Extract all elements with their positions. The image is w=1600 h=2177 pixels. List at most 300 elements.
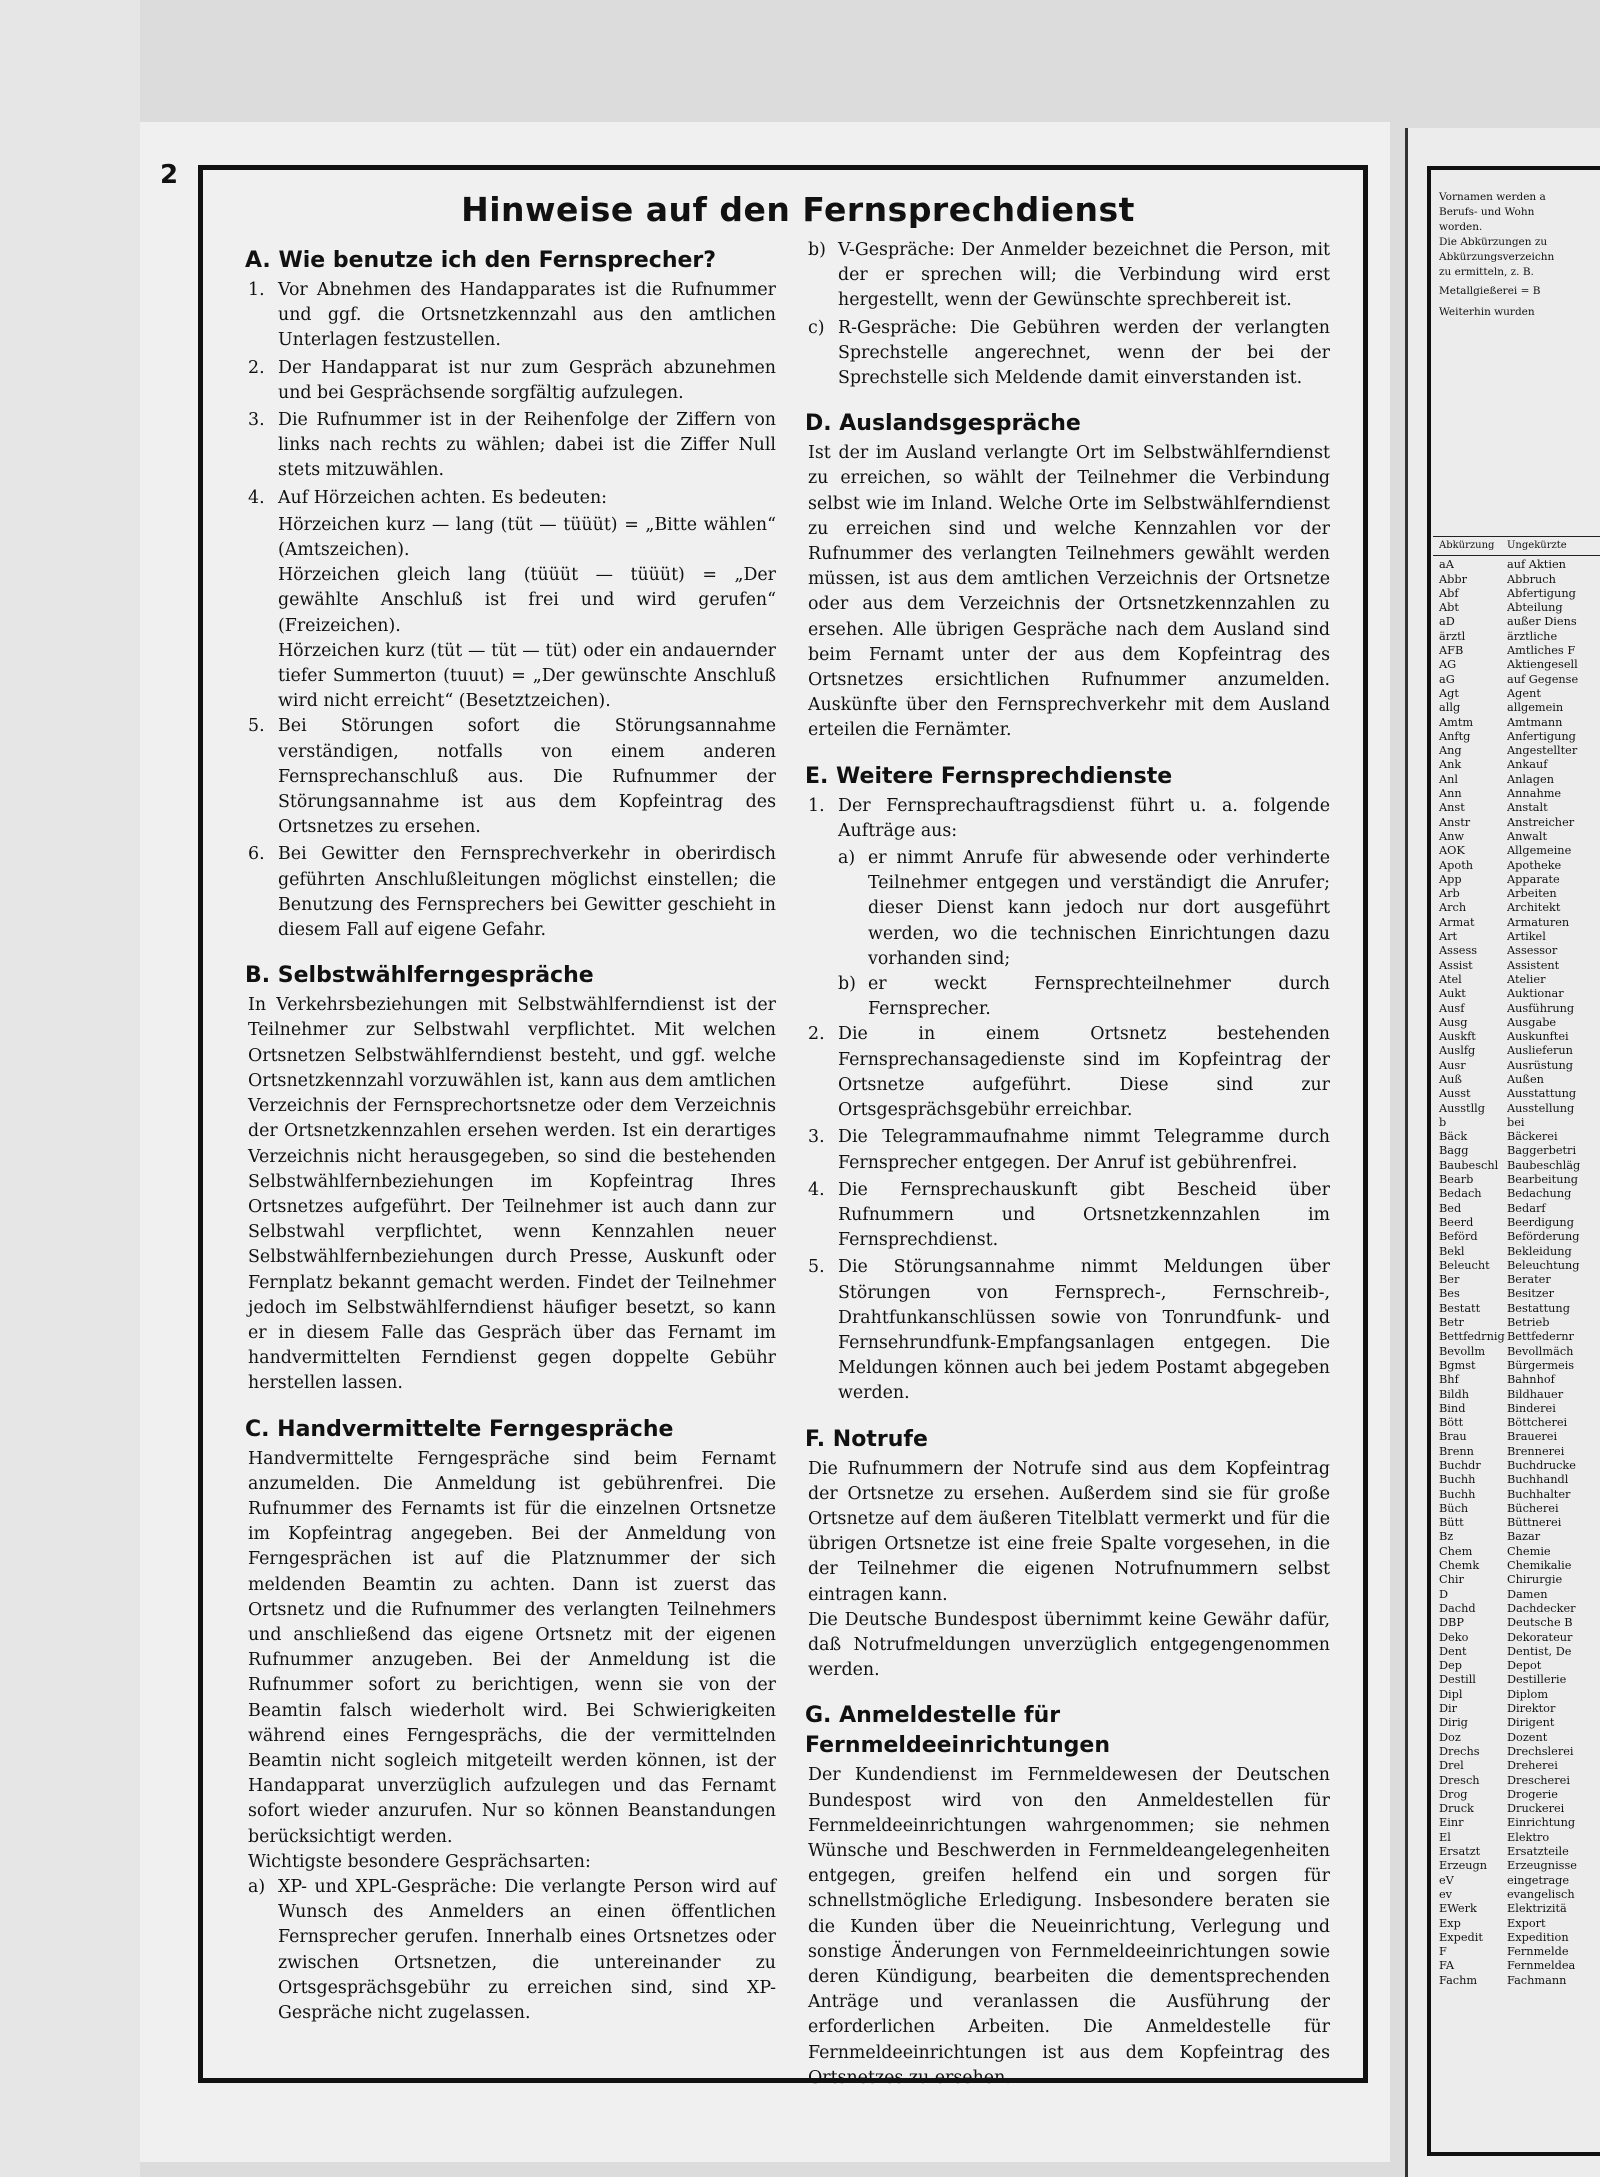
expansion-cell: Apotheke (1507, 858, 1562, 872)
abbreviation-cell: Bz (1439, 1530, 1454, 1544)
table-row (1433, 1917, 1600, 1931)
table-row (1433, 1559, 1600, 1573)
table-row (1433, 587, 1600, 601)
table-row (1433, 859, 1600, 873)
abbreviation-cell: Ber (1439, 1273, 1460, 1287)
abbreviation-table (1433, 536, 1600, 1988)
table-row (1433, 1974, 1600, 1988)
expansion-cell: Auslieferun (1507, 1044, 1573, 1058)
item-text: Die Telegrammaufnahme nimmt Telegramme durch Fernsprecher entgegen. Der Anruf ist gebührenfrei. (838, 1127, 1330, 1173)
tone-description: Hörzeichen kurz (tüt — tüt — tüt) oder ein andauernder tiefer Summerton (tuuut) = „Der gewünschte Anschluß wird nicht erreicht“ (Besetztzeichen). (278, 640, 776, 712)
abbreviation-cell: Abbr (1439, 572, 1468, 586)
abbreviation-cell: Assess (1439, 944, 1478, 958)
item-text: Auf Hörzeichen achten. Es bedeuten: (278, 487, 608, 508)
list-item (808, 794, 1330, 844)
abbreviation-cell: Chem (1439, 1544, 1473, 1558)
abbreviation-cell: Atel (1439, 972, 1462, 986)
table-row (1433, 1230, 1600, 1244)
expansion-cell: Anfertigung (1507, 729, 1576, 743)
expansion-cell: Elektrizitä (1507, 1902, 1567, 1916)
table-row (1433, 1173, 1600, 1187)
expansion-cell: Böttcherei (1507, 1416, 1568, 1430)
table-row (1433, 1902, 1600, 1916)
abbreviation-cell: Buchh (1439, 1473, 1476, 1487)
expansion-cell: Direktor (1507, 1702, 1556, 1716)
section-c-kinds-label: Wichtigste besondere Gesprächsarten: (248, 1851, 591, 1872)
abbreviation-cell: Ann (1439, 787, 1462, 801)
abbreviation-cell: Ausst (1439, 1087, 1471, 1101)
intro-line: worden. (1439, 221, 1483, 233)
table-row (1433, 1616, 1600, 1630)
table-row (1433, 1488, 1600, 1502)
expansion-cell: Diplom (1507, 1687, 1549, 1701)
page-title: Hinweise auf den Fernsprechdienst (461, 190, 1135, 229)
table-row (1433, 930, 1600, 944)
list-item (248, 356, 776, 406)
expansion-cell: Bedachung (1507, 1187, 1572, 1201)
abbreviation-cell: Bildh (1439, 1387, 1470, 1401)
abbreviation-cell: Aukt (1439, 987, 1466, 1001)
item-number: 5. (808, 1257, 825, 1278)
item-number: b) (808, 240, 826, 260)
item-text: R-Gespräche: Die Gebühren werden der verlangten Sprechstelle angerechnet, wenn der bei der Sprechstelle sich Meldende damit einverstanden ist. (838, 317, 1330, 389)
expansion-cell: Anlagen (1507, 772, 1554, 786)
item-number: 2. (808, 1024, 825, 1045)
abbreviation-cell: Bött (1439, 1416, 1464, 1430)
abbreviation-cell: Beerd (1439, 1215, 1474, 1229)
item-number: 4. (248, 487, 265, 508)
expansion-cell: Abfertigung (1507, 586, 1576, 600)
expansion-cell: Destillerie (1507, 1673, 1567, 1687)
expansion-cell: Auskunftei (1507, 1030, 1569, 1044)
abbreviation-cell: Druck (1439, 1802, 1474, 1816)
abbreviation-cell: App (1439, 872, 1462, 886)
item-text: Vor Abnehmen des Handapparates ist die Rufnummer und ggf. die Ortsnetzkennzahl aus den amtlichen Unterlagen festzustellen. (278, 280, 776, 351)
abbreviation-cell: allg (1439, 701, 1461, 715)
item-text: XP- und XPL-Gespräche: Die verlangte Person wird auf Wunsch des Anmelders an einen öffentlichen Fernsprecher gerufen. Innerhalb eines Ortsnetzes oder zwischen Ortsnetzen, die untereinander zu Ortsgesprächsgebühr zu erreichen sind, sind XP-Gespräche nicht zugelassen. (278, 1876, 776, 2023)
expansion-cell: Ausstellung (1507, 1101, 1575, 1115)
expansion-cell: Buchdrucke (1507, 1459, 1576, 1472)
table-row (1433, 1788, 1600, 1802)
item-text: Die Rufnummer ist in der Reihenfolge der Ziffern von links nach rechts zu wählen; dabei ist die Ziffer Null stets mitzuwählen. (278, 410, 776, 481)
table-row (1433, 1659, 1600, 1673)
table-row (1433, 1073, 1600, 1087)
table-row (1433, 1102, 1600, 1116)
expansion-cell: Druckerei (1507, 1802, 1565, 1816)
abbreviation-cell: aG (1439, 672, 1455, 686)
expansion-cell: Büttnerei (1507, 1516, 1562, 1530)
expansion-cell: Außen (1507, 1072, 1544, 1086)
abbreviation-cell: Abt (1439, 601, 1459, 615)
expansion-cell: Expedition (1507, 1930, 1569, 1944)
expansion-cell: Damen (1507, 1587, 1548, 1601)
abbreviation-cell: Bearb (1439, 1173, 1474, 1187)
abbreviation-cell: Bind (1439, 1401, 1466, 1415)
expansion-cell: Auktionar (1507, 987, 1564, 1001)
table-row (1433, 1245, 1600, 1259)
abbreviation-cell: Ausstllg (1439, 1101, 1486, 1115)
expansion-cell: auf Aktien (1507, 558, 1566, 572)
expansion-cell: Fachmann (1507, 1973, 1567, 1987)
table-row (1433, 1430, 1600, 1444)
list-item (808, 1022, 1330, 1123)
expansion-cell: außer Diens (1507, 615, 1577, 629)
abbreviation-cell: AFB (1439, 644, 1464, 658)
table-row (1433, 1273, 1600, 1287)
table-row (1433, 830, 1600, 844)
left-column (245, 240, 776, 2028)
expansion-cell: Buchhalter (1507, 1487, 1571, 1501)
abbreviation-cell: Ang (1439, 744, 1462, 758)
table-row (1433, 1330, 1600, 1344)
expansion-cell: Bäckerei (1507, 1130, 1558, 1144)
table-row (1433, 1002, 1600, 1016)
section-f-text-2: Die Deutsche Bundespost übernimmt keine Gewähr dafür, daß Notrufmeldungen unverzüglich entgegengenommen werden. (808, 1609, 1330, 1681)
expansion-cell: Bevollmäch (1507, 1344, 1574, 1358)
expansion-cell: Betrieb (1507, 1316, 1550, 1330)
abbreviation-cell: Destill (1439, 1673, 1476, 1687)
expansion-cell: auf Gegense (1507, 672, 1579, 686)
expansion-cell: Apparate (1507, 872, 1560, 886)
table-row (1433, 758, 1600, 772)
table-row (1433, 1216, 1600, 1230)
list-item (808, 1255, 1330, 1406)
abbreviation-cell: aA (1439, 558, 1454, 572)
table-row (1433, 1502, 1600, 1516)
expansion-cell: Bürgermeis (1507, 1358, 1575, 1372)
abbreviation-cell: DBP (1439, 1616, 1464, 1630)
list-item (248, 842, 776, 943)
abbreviation-cell: Ank (1439, 758, 1462, 772)
expansion-cell: eingetrage (1507, 1873, 1570, 1887)
table-row (1433, 1302, 1600, 1316)
item-number: 1. (808, 795, 825, 816)
abbreviation-cell: Dent (1439, 1644, 1467, 1658)
abbreviation-cell: Bhf (1439, 1373, 1459, 1387)
item-number: 3. (248, 410, 265, 431)
table-row (1433, 1759, 1600, 1773)
scan-background (0, 0, 140, 2177)
expansion-cell: Aktiengesell (1507, 658, 1578, 672)
abbreviation-cell: Anstr (1439, 815, 1471, 829)
table-row (1433, 1473, 1600, 1487)
table-row (1433, 944, 1600, 958)
expansion-cell: Armaturen (1507, 915, 1570, 929)
expansion-cell: Ausrüstung (1507, 1058, 1574, 1072)
item-number: a) (248, 1876, 266, 1897)
table-row (1433, 1116, 1600, 1130)
abbreviation-cell: Chir (1439, 1573, 1464, 1587)
table-row (1433, 1416, 1600, 1430)
expansion-cell: Bearbeitung (1507, 1173, 1578, 1187)
table-row (1433, 1545, 1600, 1559)
table-row (1433, 1287, 1600, 1301)
sub-list-item (808, 846, 1330, 972)
tone-description: Hörzeichen gleich lang (tüüüt — tüüüt) = „Der gewählte Anschluß ist frei und wird gerufen“ (Freizeichen). (278, 565, 776, 636)
table-row (1433, 1774, 1600, 1788)
item-number: 1. (248, 280, 265, 300)
abbreviation-cell: Arb (1439, 887, 1460, 901)
table-row (1433, 658, 1600, 672)
expansion-cell: Abteilung (1507, 601, 1563, 615)
section-b-text: In Verkehrsbeziehungen mit Selbstwählferndienst ist der Teilnehmer zur Selbstwahl verpflichtet. Mit welchen Ortsnetzen Selbstwählferndienst besteht, und ggf. welche Ortsnetzkennzahl vorzuwählen ist, kann aus dem amtlichen Verzeichnis der Fernsprechortsnetze oder dem Verzeichnis der Ortsnetzkennzahlen ersehen werden. Ist ein derartiges Verzeichnis nicht herausgegeben, so sind die bestehenden Selbstwählfernbeziehungen im Kopfeintrag Ihres Ortsnetzes aufgeführt. Der Teilnehmer ist auch dann zur Selbstwahl verpflichtet, wenn Kennzahlen neuer Selbstwählfernbeziehungen durch Presse, Auskunft oder Fernplatz bekannt gemacht werden. Findet der Teilnehmer jedoch im Selbstwählferndienst häufiger besetzt, so kann er in diesem Falle das Gespräch über das Fernamt im handvermittelten Ferndienst gegen doppelte Gebühr herstellen lassen. (248, 995, 776, 1394)
abbreviation-cell: Dep (1439, 1659, 1462, 1673)
abbreviation-cell: Bed (1439, 1201, 1462, 1215)
item-text: V-Gespräche: Der Anmelder bezeichnet die Person, mit der er sprechen will; die Verbindung wird erst hergestellt, wenn der Gewünschte sprechbereit ist. (838, 240, 1330, 311)
expansion-cell: Drescherei (1507, 1773, 1570, 1787)
table-row (1433, 1345, 1600, 1359)
table-row (1433, 987, 1600, 1001)
expansion-cell: allgemein (1507, 701, 1564, 715)
abbreviation-cell: Dir (1439, 1702, 1458, 1716)
expansion-cell: Atelier (1507, 972, 1546, 986)
abbreviation-cell: Exp (1439, 1916, 1461, 1930)
abbreviation-cell: Erzeugn (1439, 1859, 1488, 1873)
abbreviation-cell: Brau (1439, 1430, 1467, 1444)
table-row (1433, 687, 1600, 701)
table-row (1433, 630, 1600, 644)
table-row (1433, 1931, 1600, 1945)
abbreviation-cell: Abf (1439, 586, 1459, 600)
expansion-cell: Dreherei (1507, 1759, 1558, 1773)
abbreviation-cell: Armat (1439, 915, 1475, 929)
abbreviation-cell: Ausf (1439, 1001, 1465, 1015)
table-row (1433, 1445, 1600, 1459)
list-item (248, 408, 776, 484)
item-text: Die Störungsannahme nimmt Meldungen über Störungen von Fernsprech-, Fernschreib-, Drahtfunkanschlüssen sowie von Tonrundfunk- und Fernsehrundfunk-Empfangsanlagen entgegen. Die Meldungen können auch bei jedem Postamt abgegeben werden. (838, 1257, 1330, 1404)
table-row (1433, 1959, 1600, 1973)
abbreviation-cell: Chemk (1439, 1559, 1480, 1573)
expansion-cell: Anwalt (1507, 829, 1547, 843)
table-row (1433, 701, 1600, 715)
table-row (1433, 1816, 1600, 1830)
abbreviation-cell: Bgmst (1439, 1358, 1476, 1372)
item-text: er weckt Fernsprechteilnehmer durch Fernsprecher. (868, 974, 1330, 1020)
right-column (805, 238, 1330, 2091)
expansion-cell: Dozent (1507, 1730, 1548, 1744)
section-g-heading: G. Anmeldestelle für Fernmeldeeinrichtungen (805, 1703, 1111, 1759)
section-g-text: Der Kundendienst im Fernmeldewesen der Deutschen Bundespost wird von den Anmeldestellen für Fernmeldeeinrichtungen wahrgenommen; sie nehmen Wünsche und Beschwerden in Fernmeldeangelegenheiten entgegen, greifen helfend ein und sorgen für schnellstmögliche Erledigung. Insbesondere beraten sie die Kunden über die Neueinrichtung, Verlegung und sonstige Änderungen von Fernmeldeeinrichtungen sowie deren Kündigung, bearbeiten die dementsprechenden Anträge und veranlassen die Ausführung der erforderlichen Arbeiten. Die Anmeldestelle für Fernmeldeeinrichtungen ist aus dem Kopfeintrag des Ortsnetzes zu ersehen. (808, 1765, 1330, 2088)
column-header: Abkürzung (1439, 540, 1495, 551)
table-row (1433, 1673, 1600, 1687)
abbreviation-cell: Auslfg (1439, 1044, 1476, 1058)
abbreviation-cell: FA (1439, 1959, 1455, 1973)
abbreviation-cell: Buchdr (1439, 1459, 1481, 1472)
expansion-cell: Brennerei (1507, 1444, 1565, 1458)
abbreviation-cell: Fachm (1439, 1973, 1478, 1987)
item-text: Der Handapparat ist nur zum Gespräch abzunehmen und bei Gesprächsende sorgfältig aufzulegen. (278, 357, 776, 403)
table-row (1433, 1945, 1600, 1959)
expansion-cell: Beerdigung (1507, 1215, 1574, 1229)
table-row (1433, 1187, 1600, 1201)
intro-line: Vornamen werden a (1439, 191, 1546, 203)
table-row (1433, 1731, 1600, 1745)
expansion-cell: Chemikalie (1507, 1559, 1572, 1573)
expansion-cell: Assistent (1507, 958, 1560, 972)
table-row (1433, 1688, 1600, 1702)
table-row (1433, 973, 1600, 987)
expansion-cell: Depot (1507, 1659, 1542, 1673)
expansion-cell: ärztliche (1507, 629, 1558, 643)
item-text: er nimmt Anrufe für abwesende oder verhinderte Teilnehmer entgegen und verständigt die Anrufer; dieser Dienst kann jedoch nur dort ausgeführt werden, wo die technischen Einrichtungen dazu vorhanden sind; (868, 848, 1330, 969)
abbreviation-cell: Bütt (1439, 1516, 1464, 1530)
item-text: Die Fernsprechauskunft gibt Bescheid über Rufnummern und Ortsnetzkennzahlen im Fernsprechdienst. (838, 1179, 1330, 1251)
section-d-heading: D. Auslandsgespräche (805, 411, 1081, 437)
expansion-cell: Angestellter (1507, 744, 1578, 758)
table-row (1433, 1702, 1600, 1716)
abbreviation-cell: aD (1439, 615, 1455, 629)
table-row (1433, 615, 1600, 629)
section-a-heading: A. Wie benutze ich den Fernsprecher? (245, 248, 717, 273)
abbreviation-cell: AOK (1439, 844, 1465, 858)
item-text: Der Fernsprechauftragsdienst führt u. a. folgende Aufträge aus: (838, 795, 1330, 841)
abbreviation-cell: Arch (1439, 901, 1467, 915)
abbreviation-cell: Bes (1439, 1287, 1460, 1301)
column-header: Ungekürzte (1507, 540, 1567, 551)
table-row (1433, 730, 1600, 744)
expansion-cell: Binderei (1507, 1401, 1556, 1415)
abbreviation-cell: AG (1439, 658, 1457, 672)
expansion-cell: Arbeiten (1507, 887, 1557, 901)
list-item (248, 486, 776, 511)
abbreviation-cell: Expedit (1439, 1930, 1483, 1944)
abbreviation-cell: ev (1439, 1887, 1453, 1901)
item-text: Die in einem Ortsnetz bestehenden Fernsprechansagedienste sind im Kopfeintrag der Ortsnetze aufgeführt. Diese sind zur Ortsgesprächsgebühr erreichbar. (838, 1024, 1330, 1121)
abbreviation-cell: Dresch (1439, 1773, 1480, 1787)
section-c-heading: C. Handvermittelte Ferngespräche (245, 1416, 674, 1442)
table-row (1433, 1030, 1600, 1044)
expansion-cell: Drechslerei (1507, 1744, 1574, 1758)
expansion-cell: Anstreicher (1507, 815, 1575, 829)
expansion-cell: Ausgabe (1507, 1015, 1557, 1029)
table-row (1433, 1388, 1600, 1402)
abbreviation-intro (1439, 190, 1599, 320)
expansion-cell: Annahme (1507, 787, 1562, 801)
table-row (1433, 1087, 1600, 1101)
table-row (1433, 1802, 1600, 1816)
expansion-cell: Erzeugnisse (1507, 1859, 1577, 1873)
table-row (1433, 1202, 1600, 1216)
list-item (248, 714, 776, 840)
section-d-text: Ist der im Ausland verlangte Ort im Selbstwählferndienst zu erreichen, so wählt der Teilnehmer die Verbindung selbst wie im Inland. Welche Orte im Selbstwählferndienst zu erreichen sind und welche Kennzahlen vor der Rufnummer des verlangten Teilnehmers gewählt werden müssen, ist aus dem amtlichen Verzeichnis der Ortsnetze oder aus dem Verzeichnis der Ortsnetzkennzahlen zu ersehen. Alle übrigen Gespräche nach dem Ausland sind beim Fernamt unter der aus dem Kopfeintrag des Ortsnetzes ersichtlichen Rufnummer anzumelden. Auskünfte über den Fernsprechverkehr mit dem Ausland erteilen die Fernämter. (808, 443, 1330, 741)
abbreviation-cell: Doz (1439, 1730, 1461, 1744)
list-item (248, 278, 776, 354)
section-f-text: Die Rufnummern der Notrufe sind aus dem Kopfeintrag der Ortsnetze zu ersehen. Außerdem sind sie für große Ortsnetze auf dem äußeren Titelblatt vermerkt und für die übrigen Ortsnetze ist eine freie Spalte vorgesehen, in die der Teilnehmer die eigenen Notrufnummern selbst eintragen kann. (808, 1458, 1330, 1605)
abbreviation-cell: Anftg (1439, 729, 1471, 743)
expansion-cell: Baggerbetri (1507, 1144, 1577, 1158)
intro-line: Abkürzungsverzeichn (1439, 251, 1555, 263)
table-row (1433, 873, 1600, 887)
table-header (1433, 536, 1600, 556)
table-row (1433, 801, 1600, 815)
abbreviation-cell: Bettfedrnig (1439, 1330, 1505, 1344)
item-number: 4. (808, 1179, 825, 1200)
table-row (1433, 1059, 1600, 1073)
table-row (1433, 1130, 1600, 1144)
expansion-cell: bei (1507, 1115, 1525, 1129)
intro-line: Berufs- und Wohn (1439, 206, 1535, 218)
intro-line: Die Abkürzungen zu (1439, 236, 1548, 248)
table-row (1433, 1144, 1600, 1158)
expansion-cell: Dirigent (1507, 1716, 1555, 1730)
abbreviation-cell: Buchh (1439, 1487, 1476, 1501)
expansion-cell: Besitzer (1507, 1287, 1554, 1301)
item-text: Bei Gewitter den Fernsprechverkehr in oberirdisch geführten Anschlußleitungen möglichst einstellen; die Benutzung des Fernsprechers bei Gewitter geschieht in diesem Fall auf eigene Gefahr. (278, 844, 776, 941)
item-number: b) (838, 974, 856, 995)
table-row (1433, 558, 1600, 572)
expansion-cell: Fernmelde (1507, 1945, 1569, 1959)
section-b-heading: B. Selbstwählferngespräche (245, 963, 594, 989)
table-row (1433, 1316, 1600, 1330)
expansion-cell: Deutsche B (1507, 1616, 1573, 1630)
abbreviation-cell: Bagg (1439, 1144, 1469, 1158)
table-row (1433, 716, 1600, 730)
abbreviation-cell: Bedach (1439, 1187, 1482, 1201)
abbreviation-cell: Auskft (1439, 1030, 1476, 1044)
abbreviation-cell: Assist (1439, 958, 1473, 972)
abbreviation-cell: Betr (1439, 1316, 1464, 1330)
table-row (1433, 1588, 1600, 1602)
table-row (1433, 1402, 1600, 1416)
table-row (1433, 1631, 1600, 1645)
abbreviation-cell: Agt (1439, 686, 1459, 700)
expansion-cell: Bildhauer (1507, 1387, 1564, 1401)
expansion-cell: Beleuchtung (1507, 1258, 1580, 1272)
abbreviation-cell: Ausr (1439, 1058, 1466, 1072)
intro-line: Metallgießerei = B (1439, 285, 1541, 297)
intro-line: zu ermitteln, z. B. (1439, 266, 1534, 278)
abbreviation-cell: F (1439, 1945, 1447, 1959)
abbreviation-cell: Bekl (1439, 1244, 1465, 1258)
expansion-cell: Artikel (1507, 930, 1546, 944)
expansion-cell: Amtmann (1507, 715, 1563, 729)
table-row (1433, 1516, 1600, 1530)
expansion-cell: Drogerie (1507, 1787, 1558, 1801)
abbreviation-cell: Deko (1439, 1630, 1469, 1644)
table-row (1433, 1745, 1600, 1759)
expansion-cell: Bazar (1507, 1530, 1541, 1544)
abbreviation-cell: Anw (1439, 829, 1465, 843)
sub-list-item (808, 972, 1330, 1022)
expansion-cell: Bestattung (1507, 1301, 1570, 1315)
table-row (1433, 1159, 1600, 1173)
expansion-cell: Baubeschläg (1507, 1158, 1581, 1172)
expansion-cell: Buchhandl (1507, 1473, 1569, 1487)
table-row (1433, 844, 1600, 858)
abbreviation-cell: Beleucht (1439, 1258, 1490, 1272)
table-row (1433, 1888, 1600, 1902)
table-row (1433, 959, 1600, 973)
item-number: 2. (248, 357, 265, 378)
section-f-heading: F. Notrufe (805, 1426, 928, 1452)
abbreviation-cell: Dipl (1439, 1687, 1463, 1701)
list-item (808, 1178, 1330, 1254)
table-row (1433, 773, 1600, 787)
table-row (1433, 601, 1600, 615)
item-number: c) (808, 317, 825, 338)
expansion-cell: Chemie (1507, 1544, 1551, 1558)
expansion-cell: Chirurgie (1507, 1573, 1563, 1587)
table-row (1433, 644, 1600, 658)
abbreviation-cell: eV (1439, 1873, 1454, 1887)
item-number: 6. (248, 844, 265, 865)
tone-description: Hörzeichen kurz — lang (tüt — tüüüt) = „Bitte wählen“ (Amtszeichen). (278, 514, 776, 561)
table-row (1433, 1602, 1600, 1616)
table-row (1433, 887, 1600, 901)
item-number: 3. (808, 1127, 825, 1148)
abbreviation-cell: Drechs (1439, 1744, 1480, 1758)
section-e-heading: E. Weitere Fernsprechdienste (805, 763, 1173, 789)
